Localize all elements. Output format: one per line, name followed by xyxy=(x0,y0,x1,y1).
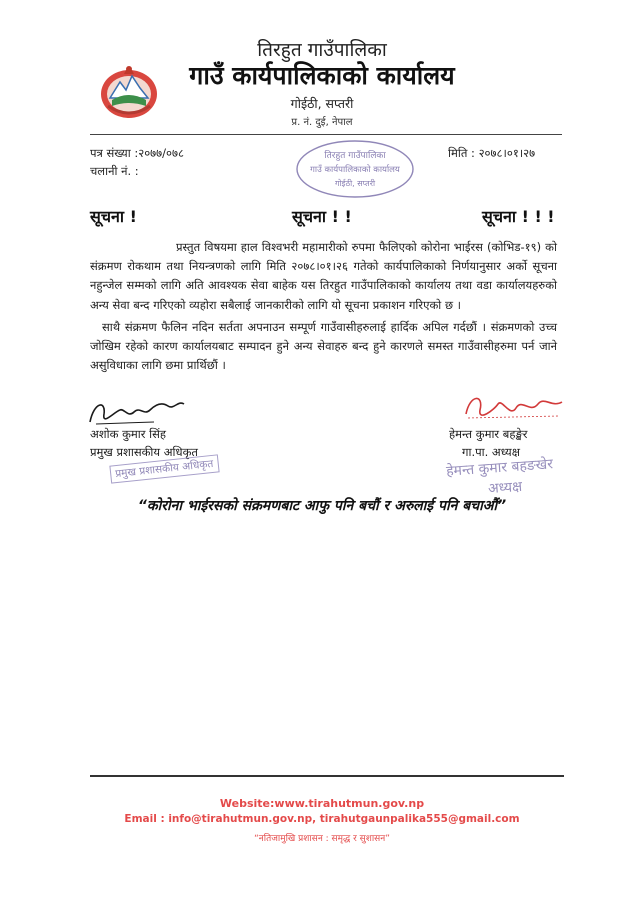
org-name-line1: तिरहुत गाउँपालिका xyxy=(257,39,387,61)
right-signatory-title: गा.पा. अध्यक्ष xyxy=(462,445,520,459)
org-name-line2: गाउँ कार्यपालिकाको कार्यालय xyxy=(189,61,455,90)
stamp-line1: तिरहुत गाउँपालिका xyxy=(324,151,386,161)
notice-heading-left: सूचना ! xyxy=(90,207,137,226)
office-stamp-icon xyxy=(290,136,420,202)
stamp-line2: गाउँ कार्यपालिकाको कार्यालय xyxy=(310,165,400,175)
header-divider xyxy=(90,134,562,135)
right-signatory-name: हेमन्त कुमार बहङ्खेर xyxy=(449,427,528,441)
org-province: प्र. नं. दुई, नेपाल xyxy=(291,117,353,128)
left-signatory-name: अशोक कुमार सिंह xyxy=(90,427,166,441)
notice-heading-center: सूचना ! ! xyxy=(292,207,352,226)
org-address: गोईठी, सप्तरी xyxy=(290,96,354,111)
footer-email[interactable]: Email : info@tirahutmun.gov.np, tirahutgaunpalika555@gmail.com xyxy=(124,813,520,825)
right-official-stamp-name: हेमन्त कुमार बहङखेर xyxy=(445,456,554,480)
notice-heading-right: सूचना ! ! ! xyxy=(482,207,555,226)
slogan: “कोरोना भाईरसको संक्रमणबाट आफु पनि बचौं र अरुलाई पनि बचाऔं” xyxy=(137,498,507,514)
letter-number: पत्र संख्या :२०७७/०७८ xyxy=(90,146,184,160)
notice-paragraph-2: साथै संक्रमण फैलिन नदिन सर्तता अपनाउन सम्पूर्ण गाउँवासीहरुलाई हार्दिक अपिल गर्दछौं । संक्रमणको उच्च जोखिम रहेको कारण कार्यालयबाट सम्पादन हुने अन्य सेवाहरु बन्द हुने कारणले समस्त गाउँवासीहरुमा पर्न जाने असुविधाका लागि छमा प्रार्थिछौं । xyxy=(90,320,557,373)
footer-divider xyxy=(90,775,564,777)
footer-website[interactable]: Website:www.tirahutmun.gov.np xyxy=(219,797,425,810)
letter-date: मिति : २०७८।०१।२७ xyxy=(448,146,536,160)
right-official-stamp-title: अध्यक्ष xyxy=(487,478,523,498)
left-signatory-title: प्रमुख प्रशासकीय अधिकृत xyxy=(90,445,198,459)
signature-right-icon xyxy=(458,388,570,428)
left-official-stamp: प्रमुख प्रशासकीय अधिकृत xyxy=(109,454,219,483)
dispatch-number: चलानी नं. : xyxy=(90,164,139,178)
stamp-line3: गोईठी, सप्तरी xyxy=(334,179,376,188)
notice-paragraph-1: प्रस्तुत विषयमा हाल विश्वभरी महामारीको रुपमा फैलिएको कोरोना भाईरस (कोभिड-१९) को संक्रमण रोकथाम तथा नियन्त्रणको लागि मिति २०७८।०१।२६ गतेको कार्यपालिकाको निर्णयानुसार अर्को सूचना नहुन्जेल सम्मको लागि अति आवश्यक सेवा बाहेक यस तिरहुत गाउँपालिकाको कार्यालय तथा वडा कार्यालयहरुको अन्य सेवा बन्द गरिएको व्यहोरा सबैलाई जानकारीको लागि यो सूचना प्रकाशन गरिएको छ । xyxy=(90,240,557,312)
footer-motto: “नतिजामुखि प्रशासन : समृद्ध र सुशासन” xyxy=(254,834,390,844)
